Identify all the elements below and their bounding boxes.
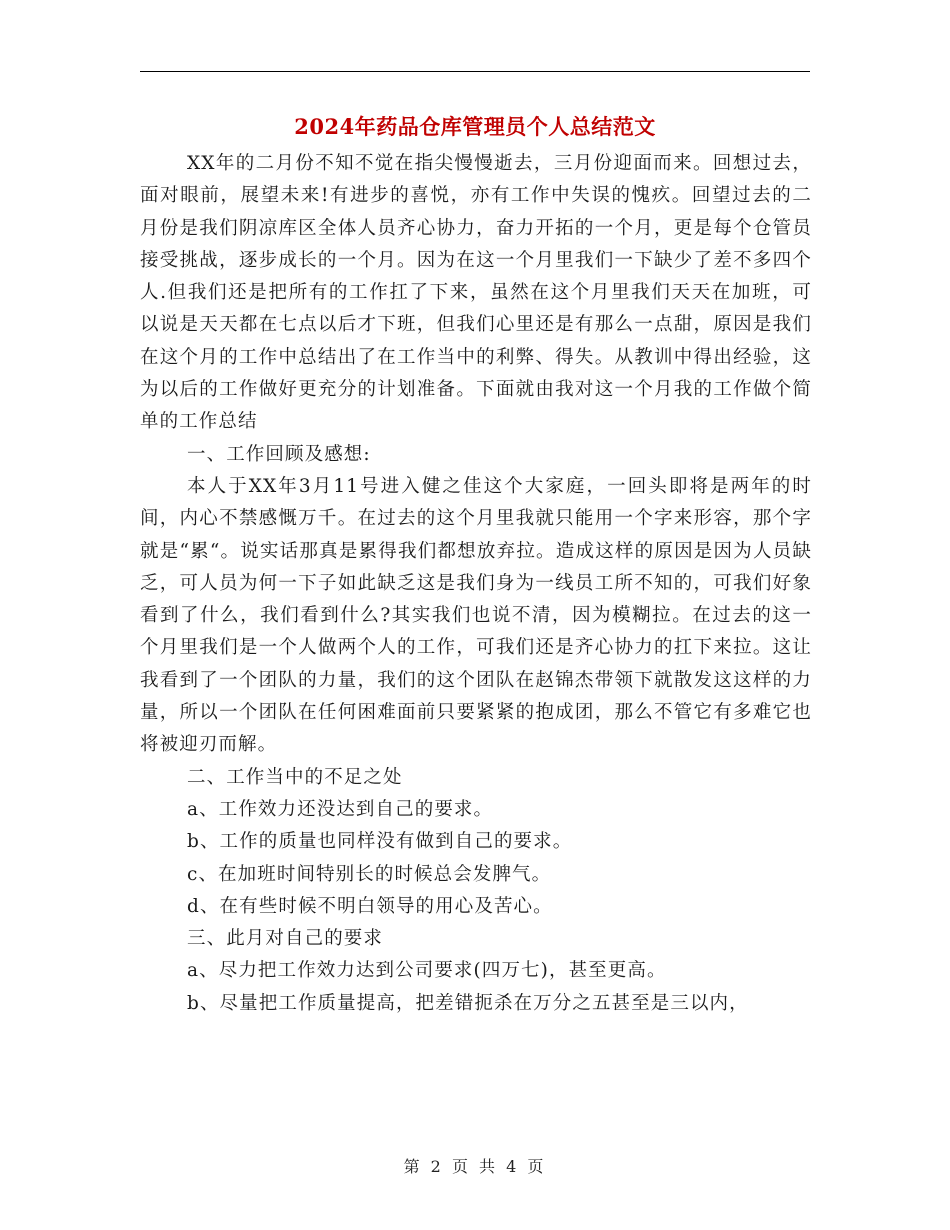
shortcoming-item-a: a、工作效力还没达到自己的要求。 (187, 798, 494, 820)
review-paragraph: 本人于XX年3月11号进入健之佳这个大家庭，一回头即将是两年的时间，内心不禁感慨万千。在过去的这个月里我就只能用一个字来形容，那个字就是“累“。说实话那真是累得我们都想放弃拉。造成这样的原因是因为人员缺乏，可人员为何一下子如此缺乏这是我们身为一线员工所不知的，可我们好象看到了什么，我们看到什么?其实我们也说不清，因为模糊拉。在过去的这一个月里我们是一个人做两个人的工作，可我们还是齐心协力的扛下来拉。这让我看到了一个团队的力量，我们的这个团队在赵锦杰带领下就散发这这样的力量，所以一个团队在任何困难面前只要紧紧的抱成团，那么不管它有多难它也将被迎刃而解。 (140, 475, 812, 756)
section-heading-shortcomings: 二、工作当中的不足之处 (187, 766, 403, 788)
section-heading-requirements: 三、此月对自己的要求 (187, 928, 384, 950)
section-heading-review: 一、工作回顾及感想: (187, 443, 371, 465)
requirement-item-a: a、尽力把工作效力达到公司要求(四万七)，甚至更高。 (187, 960, 667, 982)
header-rule (140, 71, 810, 72)
page-number-footer: 第 2 页 共 4 页 (403, 1157, 547, 1176)
shortcoming-item-c: c、在加班时间特别长的时候总会发脾气。 (187, 863, 552, 885)
document-body (140, 148, 812, 1020)
requirement-item-b: b、尽量把工作质量提高，把差错扼杀在万分之五甚至是三以内， (187, 992, 749, 1014)
intro-paragraph: XX年的二月份不知不觉在指尖慢慢逝去，三月份迎面而来。回想过去，面对眼前，展望未来!有进步的喜悦，亦有工作中失误的愧疚。回望过去的二月份是我们阴凉库区全体人员齐心协力，奋力开拓的一个月，更是每个仓管员接受挑战，逐步成长的一个月。因为在这一个月里我们一下缺少了差不多四个人.但我们还是把所有的工作扛了下来，虽然在这个月里我们天天在加班，可以说是天天都在七点以后才下班，但我们心里还是有那么一点甜，原因是我们在这个月的工作中总结出了在工作当中的利弊、得失。从教训中得出经验，这为以后的工作做好更充分的计划准备。下面就由我对这一个月我的工作做个简单的工作总结 (140, 153, 812, 433)
document-title: 2024年药品仓库管理员个人总结范文 (294, 114, 656, 139)
shortcoming-item-d: d、在有些时候不明白领导的用心及苦心。 (187, 895, 553, 917)
shortcoming-item-b: b、工作的质量也同样没有做到自己的要求。 (187, 831, 573, 853)
